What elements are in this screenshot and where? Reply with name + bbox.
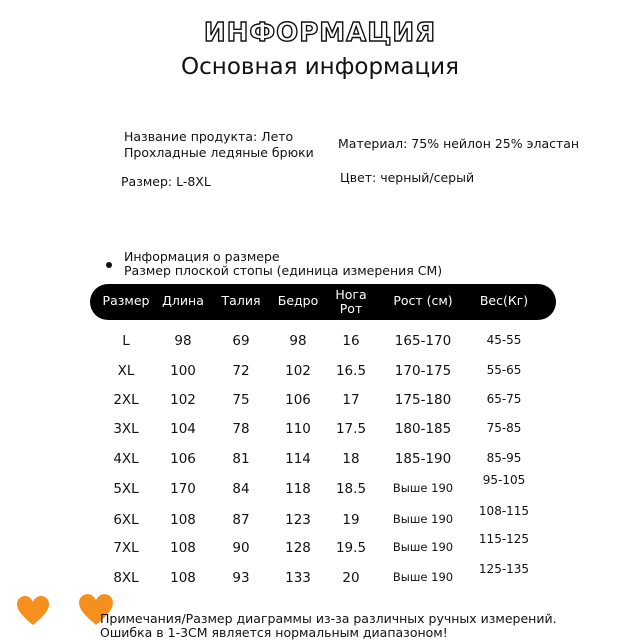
- table-cell: 65-75: [486, 392, 522, 406]
- table-cell: 102: [285, 363, 311, 379]
- table-cell: 87: [232, 512, 250, 528]
- table-cell: 165-170: [394, 333, 452, 349]
- table-cell: Выше 190: [392, 570, 454, 584]
- table-cell: 180-185: [394, 421, 452, 437]
- table-cell: 17.5: [335, 421, 367, 437]
- table-cell: 118: [285, 481, 311, 497]
- table-cell: XL: [117, 363, 135, 379]
- table-cell: 123: [285, 512, 311, 528]
- table-cell: 108: [170, 570, 196, 586]
- footnote-line2: Ошибка в 1-3CM является нормальным диапазоном!: [100, 625, 448, 640]
- outline-title: ИНФОРМАЦИЯ: [203, 18, 437, 48]
- table-cell: 106: [170, 451, 196, 467]
- footnote-line1: Примечания/Размер диаграммы из-за различных ручных измерений.: [100, 611, 557, 626]
- footnote: [100, 612, 557, 640]
- table-cell: 170: [170, 481, 196, 497]
- table-cell: 7XL: [113, 540, 139, 556]
- table-cell: 104: [170, 421, 196, 437]
- table-cell: 16: [342, 333, 360, 349]
- product-name: [124, 129, 314, 161]
- product-material: Материал: 75% нейлон 25% эластан: [338, 136, 580, 151]
- table-cell: 93: [232, 570, 250, 586]
- table-cell: 85-95: [486, 451, 522, 465]
- table-cell: 17: [342, 392, 360, 408]
- table-cell: 125-135: [478, 562, 530, 576]
- size-info: [124, 250, 442, 278]
- table-cell: 133: [285, 570, 311, 586]
- table-cell: L: [122, 333, 130, 349]
- table-cell: 95-105: [482, 473, 526, 487]
- table-cell: 5XL: [113, 481, 139, 497]
- table-cell: 185-190: [394, 451, 452, 467]
- table-cell: 72: [232, 363, 250, 379]
- table-header-cell: Вес(Кг): [479, 293, 529, 308]
- table-cell: 45-55: [486, 333, 522, 347]
- table-cell: 106: [285, 392, 311, 408]
- table-cell: 75: [232, 392, 250, 408]
- table-cell: 108-115: [478, 504, 530, 518]
- table-cell: 102: [170, 392, 196, 408]
- product-name-line2: Прохладные ледяные брюки: [124, 145, 314, 160]
- table-cell: 110: [285, 421, 311, 437]
- table-cell: 170-175: [394, 363, 452, 379]
- table-cell: 55-65: [486, 363, 522, 377]
- product-size: Размер: L-8XL: [121, 174, 211, 189]
- product-name-line1: Название продукта: Лето: [124, 129, 294, 144]
- table-cell: 90: [232, 540, 250, 556]
- table-header-cell: Размер: [102, 293, 150, 308]
- product-color: Цвет: черный/серый: [340, 170, 475, 185]
- table-cell: 19.5: [335, 540, 367, 556]
- table-cell: 6XL: [113, 512, 139, 528]
- page-title: Основная информация: [181, 54, 459, 80]
- table-cell: Выше 190: [392, 540, 454, 554]
- table-cell: 98: [289, 333, 307, 349]
- table-cell: 18: [342, 451, 360, 467]
- table-cell: 98: [174, 333, 192, 349]
- table-cell: Выше 190: [392, 512, 454, 526]
- heart-icon: [16, 596, 50, 626]
- bullet-icon: [106, 262, 112, 268]
- table-cell: Выше 190: [392, 481, 454, 495]
- table-cell: 75-85: [486, 421, 522, 435]
- table-cell: 2XL: [113, 392, 139, 408]
- table-cell: 108: [170, 540, 196, 556]
- table-cell: 69: [232, 333, 250, 349]
- table-cell: 20: [342, 570, 360, 586]
- table-cell: 3XL: [113, 421, 139, 437]
- table-cell: 16.5: [335, 363, 367, 379]
- table-cell: 100: [170, 363, 196, 379]
- table-cell: 4XL: [113, 451, 139, 467]
- table-cell: 84: [232, 481, 250, 497]
- size-info-line1: Информация о размере: [124, 249, 280, 264]
- table-header-cell: Талия: [221, 293, 261, 308]
- table-cell: 19: [342, 512, 360, 528]
- table-cell: 108: [170, 512, 196, 528]
- table-header-cell: Рост (см): [393, 293, 453, 308]
- table-cell: 175-180: [394, 392, 452, 408]
- table-cell: 81: [232, 451, 250, 467]
- table-cell: 8XL: [113, 570, 139, 586]
- table-cell: 114: [285, 451, 311, 467]
- table-cell: 18.5: [335, 481, 367, 497]
- table-header-cell: Длина: [162, 293, 204, 308]
- size-info-line2: Размер плоской стопы (единица измерения СМ): [124, 263, 443, 278]
- table-header-cell: Бедро: [277, 293, 319, 308]
- table-cell: 128: [285, 540, 311, 556]
- table-cell: 78: [232, 421, 250, 437]
- table-cell: 115-125: [478, 532, 530, 546]
- table-header-cell: Нога Рот: [335, 287, 367, 316]
